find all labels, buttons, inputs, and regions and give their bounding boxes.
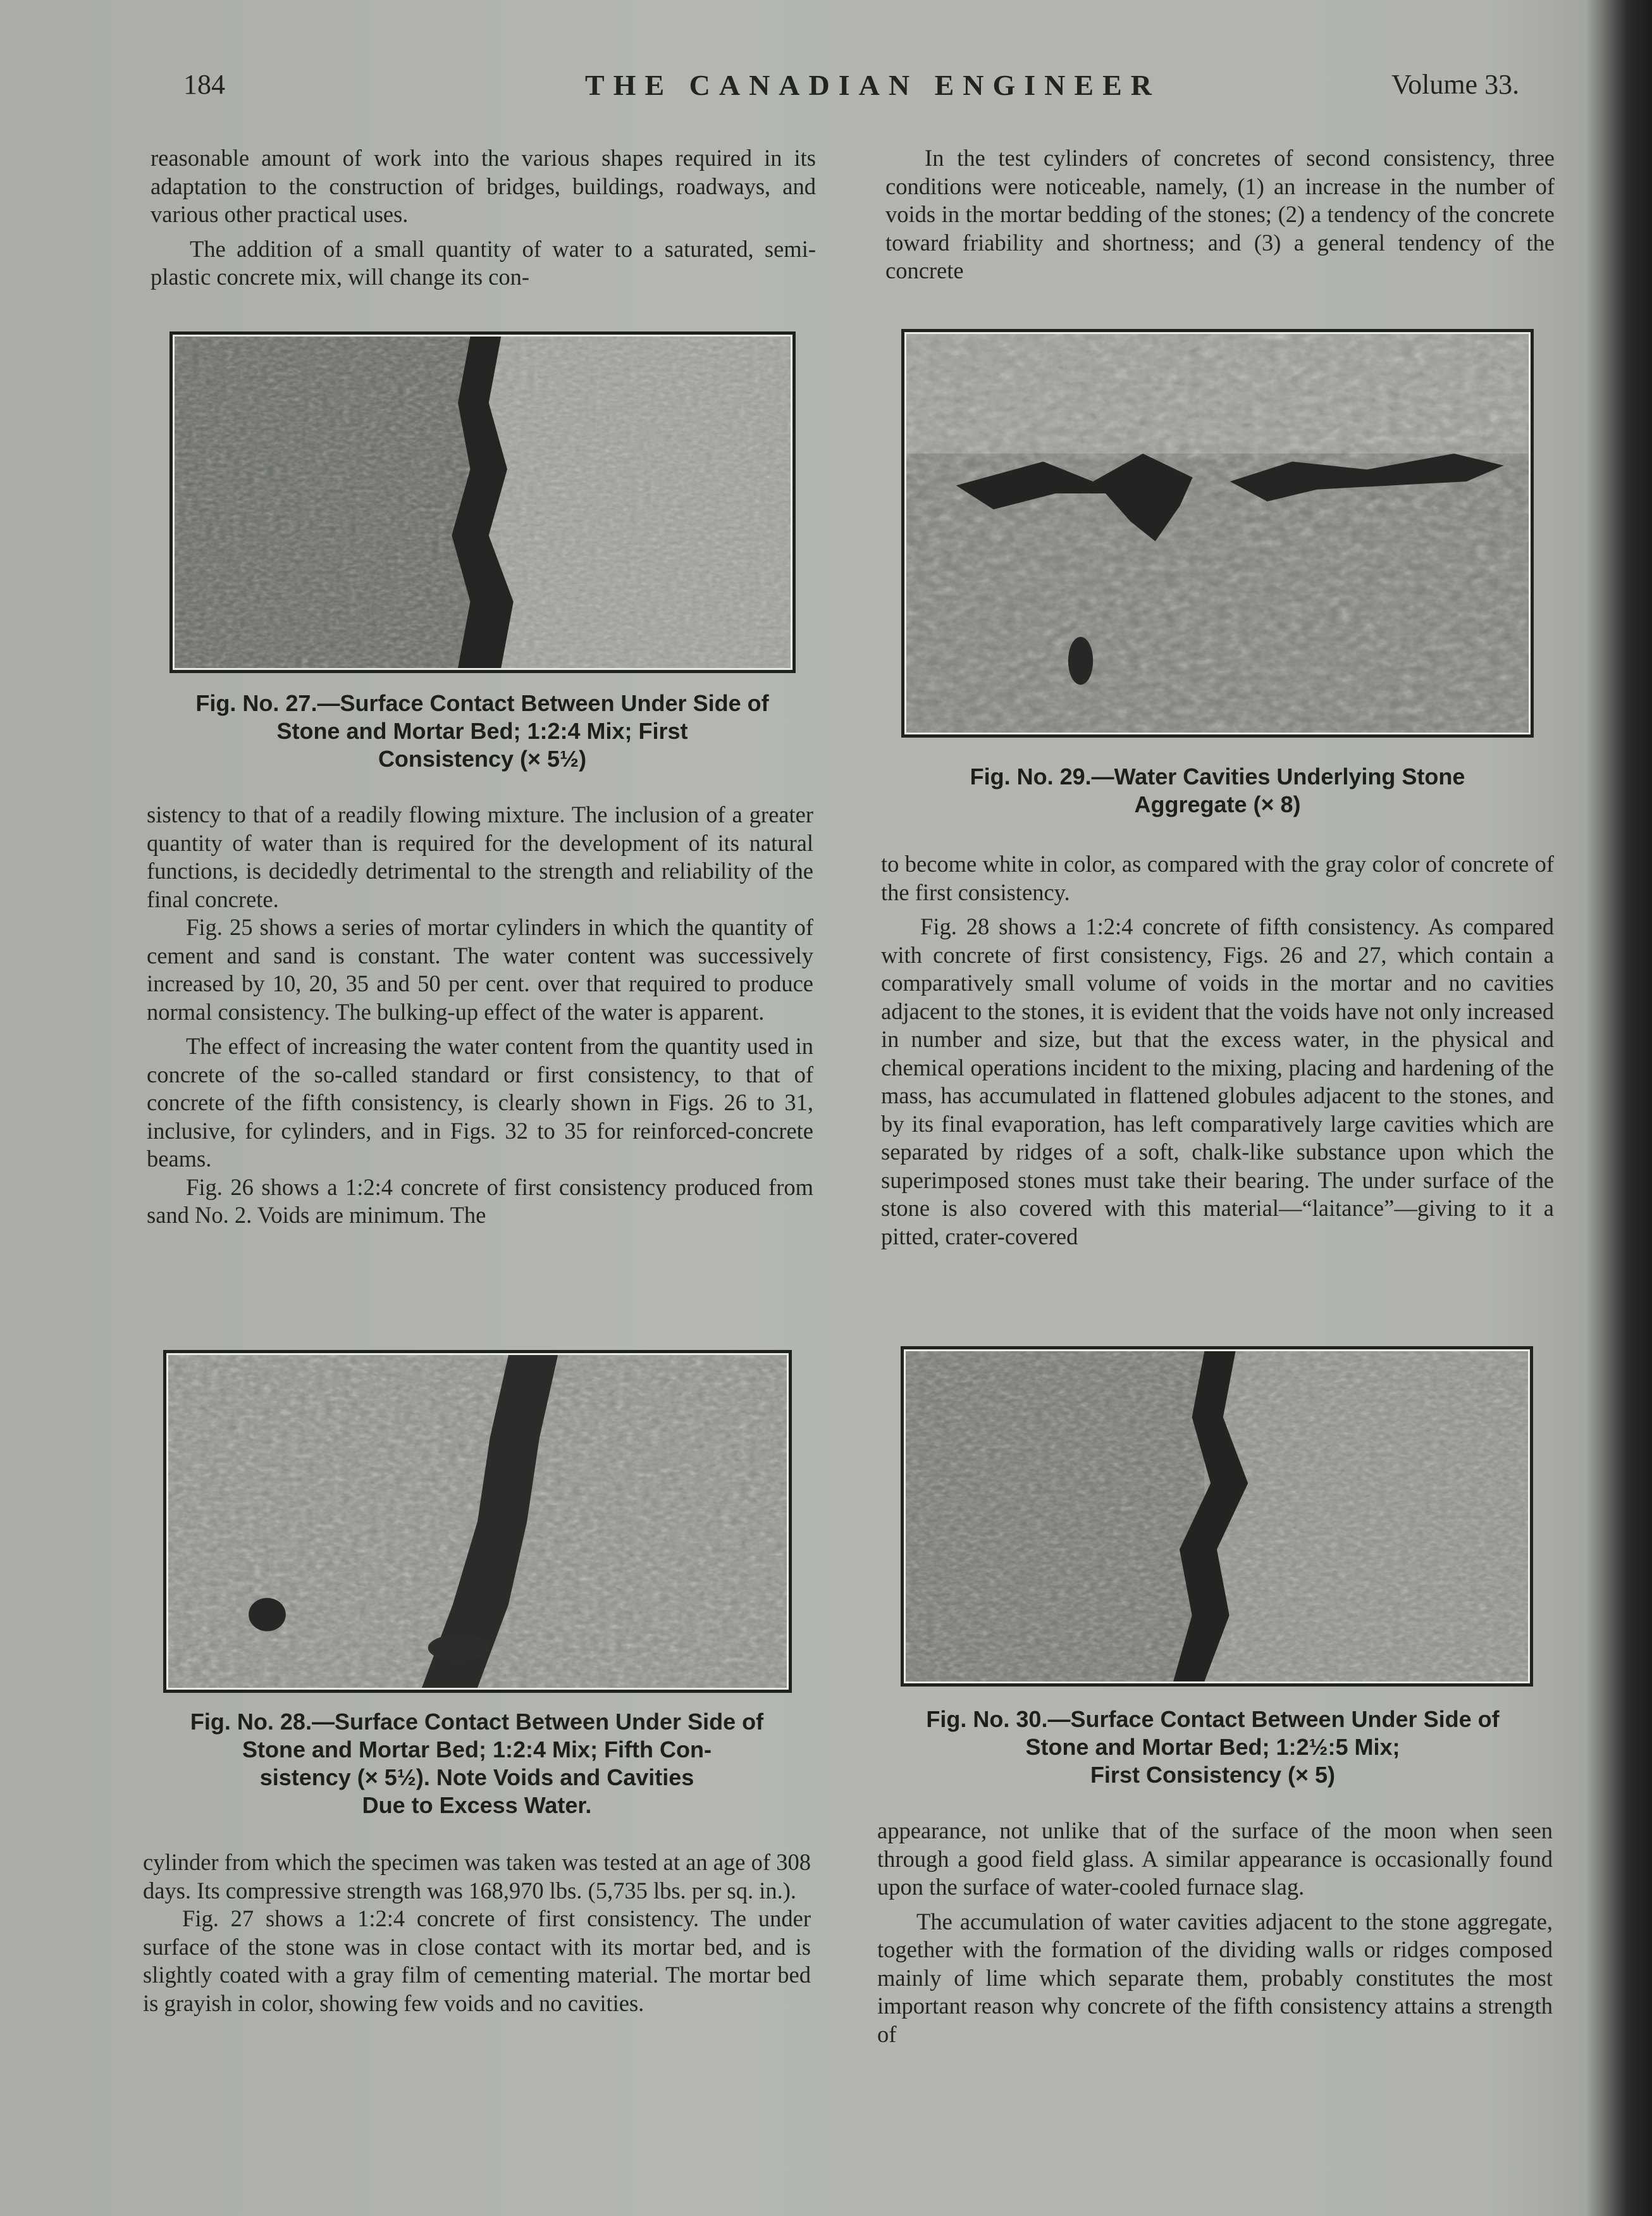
paragraph: Fig. 26 shows a 1:2:4 concrete of first consistency produced from sand No. 2. Voids are minimum. The [147, 1173, 813, 1228]
caption-line: Stone and Mortar Bed; 1:2:4 Mix; Fifth Con- [242, 1736, 712, 1762]
right-column-top [885, 144, 1555, 285]
caption-line: Aggregate (× 8) [1134, 791, 1301, 817]
caption-line: Due to Excess Water. [362, 1792, 592, 1818]
paragraph: appearance, not unlike that of the surface of the moon when seen through a good field glass. A similar appearance is occasionally found upon the surface of water-cooled furnace slag. [877, 1817, 1553, 1900]
figure-28-caption [135, 1708, 818, 1819]
figure-27-caption [139, 690, 825, 773]
volume-label: Volume 33. [1391, 69, 1520, 100]
caption-line: Fig. No. 29.—Water Cavities Underlying Stone [970, 764, 1465, 789]
figure-27-photo [170, 331, 796, 673]
figure-29-photo [901, 329, 1534, 738]
paragraph: Fig. 27 shows a 1:2:4 concrete of first consistency. The under surface of the stone was in close contact with its mortar bed, and is slightly coated with a gray film of cementing material. The mortar bed is grayish in color, showing few voids and no cavities. [143, 1905, 811, 2016]
figure-30-photo [901, 1346, 1533, 1687]
paragraph: The effect of increasing the water content from the quantity used in concrete of the so-called standard or first consistency, to that of concrete of the fifth consistency, is clearly shown in Figs. 26 to 31, inclusive, for cylinders, and in Figs. 32 to 35 for reinforced-concrete beams. [147, 1033, 813, 1172]
paragraph: Fig. 28 shows a 1:2:4 concrete of fifth consistency. As compared with concrete of first consistency, Figs. 26 and 27, which contain a comparatively small volume of voids in the mortar and no cavities adjacent to the stones, it is evident that the voids have not only increased in number and size, but that the excess water, in the physical and chemical operations incident to the mixing, placing and hardening of the mass, has accumulated in flattened globules adjacent to the stones, and by its final evaporation, has left comparatively large cavities which are separated by ridges of a soft, chalk-like substance upon which the superimposed stones must take their bearing. The under surface of the stone is also covered with this material—“laitance”—giving to it a pitted, crater-covered [881, 913, 1554, 1249]
caption-line: Stone and Mortar Bed; 1:2:4 Mix; First [276, 718, 688, 744]
left-column-bottom [143, 1848, 811, 2017]
right-column-middle [881, 850, 1554, 1251]
left-column-top [151, 144, 816, 292]
figure-29-caption [885, 763, 1550, 819]
caption-line: First Consistency (× 5) [1090, 1762, 1336, 1788]
caption-line: Fig. No. 28.—Surface Contact Between Under Side of [190, 1709, 764, 1735]
paragraph: sistency to that of a readily flowing mixture. The inclusion of a greater quantity of water than is required for the development of its natural functions, is decidedly detrimental to the strength and reliability of the final concrete. [147, 802, 813, 912]
paragraph: In the test cylinders of concretes of second consistency, three conditions were noticeable, namely, (1) an increase in the number of voids in the mortar bedding of the stones; (2) a tendency of the concrete toward friability and shortness; and (3) a general tendency of the concrete [885, 145, 1555, 283]
left-column-middle [147, 801, 813, 1230]
paragraph: The addition of a small quantity of water to a saturated, semi-plastic concrete mix, will change its con- [151, 235, 816, 290]
paragraph: reasonable amount of work into the various shapes required in its adaptation to the construction of bridges, buildings, roadways, and various other practical uses. [151, 145, 816, 227]
figure-28-photo [163, 1350, 792, 1693]
paragraph: Fig. 25 shows a series of mortar cylinders in which the quantity of cement and sand is constant. The water content was successively increased by 10, 20, 35 and 50 per cent. over that required to produce normal consistency. The bulking-up effect of the water is apparent. [147, 914, 813, 1025]
paragraph: The accumulation of water cavities adjacent to the stone aggregate, together with the formation of the dividing walls or ridges composed mainly of lime which separate them, probably constitutes the most important reason why concrete of the fifth consistency attains a strength of [877, 1908, 1553, 2047]
caption-line: sistency (× 5½). Note Voids and Cavities [259, 1764, 694, 1790]
paragraph: cylinder from which the specimen was taken was tested at an age of 308 days. Its compressive strength was 168,970 lbs. (5,735 lbs. per sq. in.). [143, 1849, 811, 1903]
page-number: 184 [183, 69, 225, 100]
right-column-bottom [877, 1817, 1553, 2048]
journal-title: THE CANADIAN ENGINEER [585, 69, 1161, 101]
caption-line: Stone and Mortar Bed; 1:2½:5 Mix; [1025, 1734, 1400, 1760]
caption-line: Fig. No. 30.—Surface Contact Between Under Side of [926, 1706, 1500, 1732]
paragraph: to become white in color, as compared with the gray color of concrete of the first consistency. [881, 851, 1554, 905]
figure-30-caption [870, 1705, 1556, 1789]
caption-line: Fig. No. 27.—Surface Contact Between Under Side of [195, 690, 769, 716]
caption-line: Consistency (× 5½) [378, 746, 587, 772]
